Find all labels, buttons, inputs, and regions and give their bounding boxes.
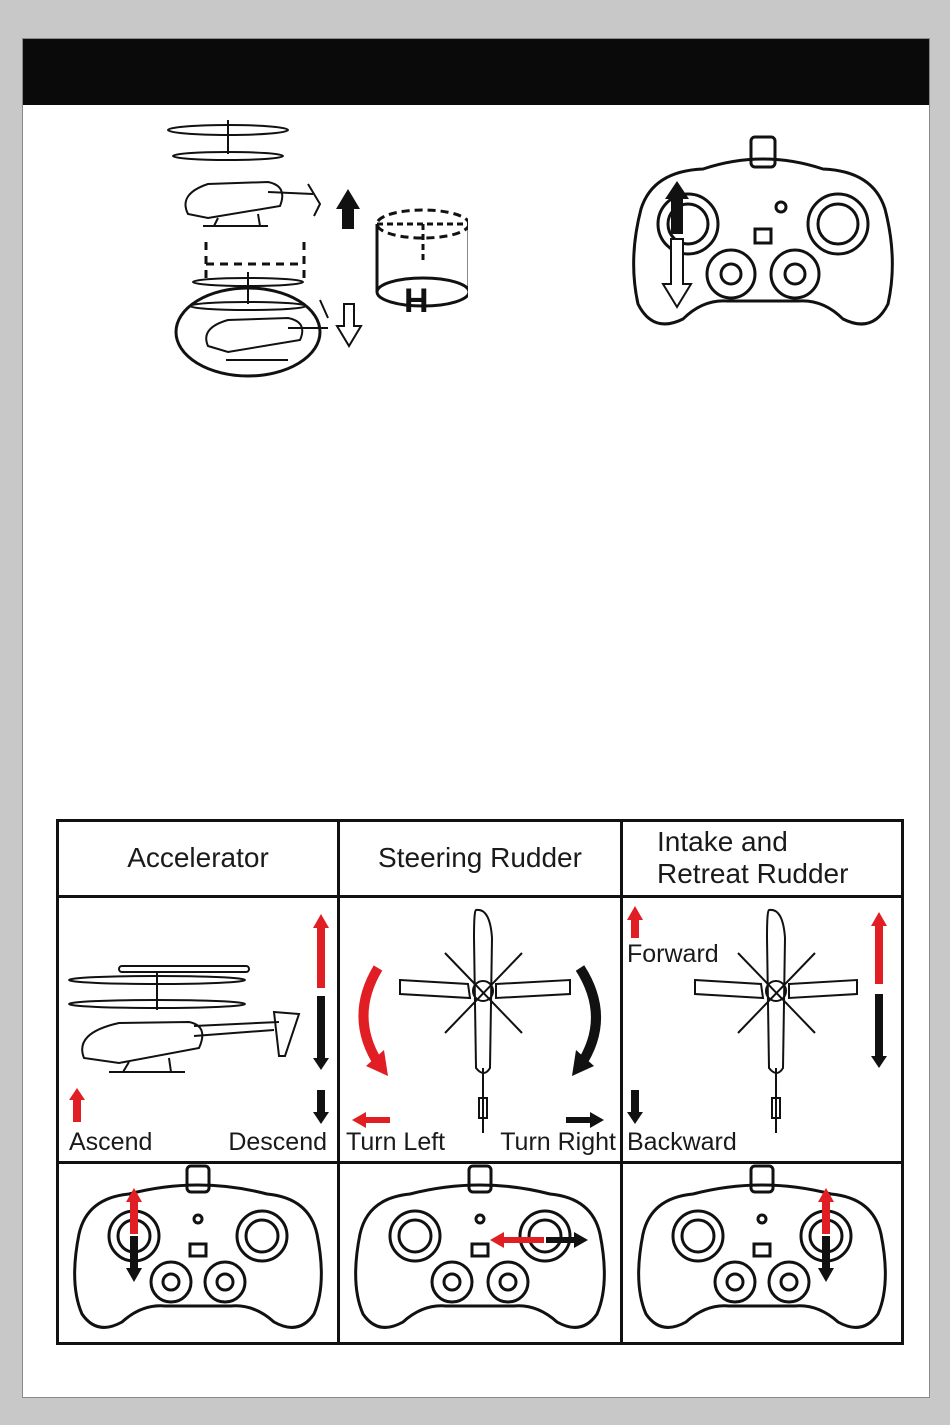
helicopter-side-icon [176, 272, 328, 376]
helicopter-top-icon [340, 898, 620, 1161]
hover-diagram [148, 114, 468, 384]
arrow-left-icon [490, 1232, 544, 1248]
curved-arrow-icon [572, 968, 596, 1076]
arrow-right-icon [566, 1112, 604, 1128]
arrow-down-icon [871, 994, 887, 1068]
arrow-down-icon [337, 304, 361, 346]
intake-illustration-cell [623, 898, 901, 1161]
helicopter-side-icon [59, 898, 337, 1161]
hover-box-letter: H [404, 282, 429, 320]
accelerator-controller-cell [59, 1164, 337, 1342]
helicopter-top-icon [623, 898, 901, 1161]
arrow-up-icon [871, 912, 887, 984]
arrow-down-icon [627, 1090, 643, 1124]
manual-page [22, 38, 930, 1398]
header-steering-rudder: Steering Rudder [378, 842, 582, 873]
arrow-left-icon [352, 1112, 390, 1128]
header-steering-cell [340, 822, 620, 895]
curved-arrow-icon [363, 968, 388, 1076]
header-bar [23, 39, 929, 105]
steering-illustration-cell [340, 898, 620, 1161]
intake-controller-cell [623, 1164, 901, 1342]
arrow-down-icon [313, 1090, 329, 1124]
header-accelerator-cell [59, 822, 337, 895]
arrow-up-icon [69, 1088, 85, 1122]
label-turn-right: Turn Right [500, 1128, 616, 1156]
header-intake-line2: Retreat Rudder [657, 858, 849, 889]
label-turn-left: Turn Left [346, 1128, 446, 1156]
arrow-up-icon [313, 914, 329, 988]
arrow-up-icon [336, 189, 360, 229]
arrow-down-icon [663, 239, 691, 307]
label-backward: Backward [627, 1128, 737, 1156]
label-descend: Descend [228, 1128, 327, 1156]
controller-icon [59, 1164, 337, 1342]
controller-throttle-diagram [623, 129, 903, 339]
label-forward: Forward [627, 940, 719, 968]
controller-icon [340, 1164, 620, 1342]
arrow-down-icon [313, 996, 329, 1070]
arrow-up-icon [627, 906, 643, 938]
accelerator-illustration-cell [59, 898, 337, 1161]
helicopter-side-icon [168, 120, 320, 226]
label-ascend: Ascend [69, 1128, 153, 1156]
header-intake-cell [623, 822, 901, 895]
steering-controller-cell [340, 1164, 620, 1342]
header-accelerator: Accelerator [127, 842, 269, 873]
controller-icon [623, 1164, 901, 1342]
controls-table [56, 819, 904, 1345]
header-intake-line1: Intake and [657, 826, 788, 857]
